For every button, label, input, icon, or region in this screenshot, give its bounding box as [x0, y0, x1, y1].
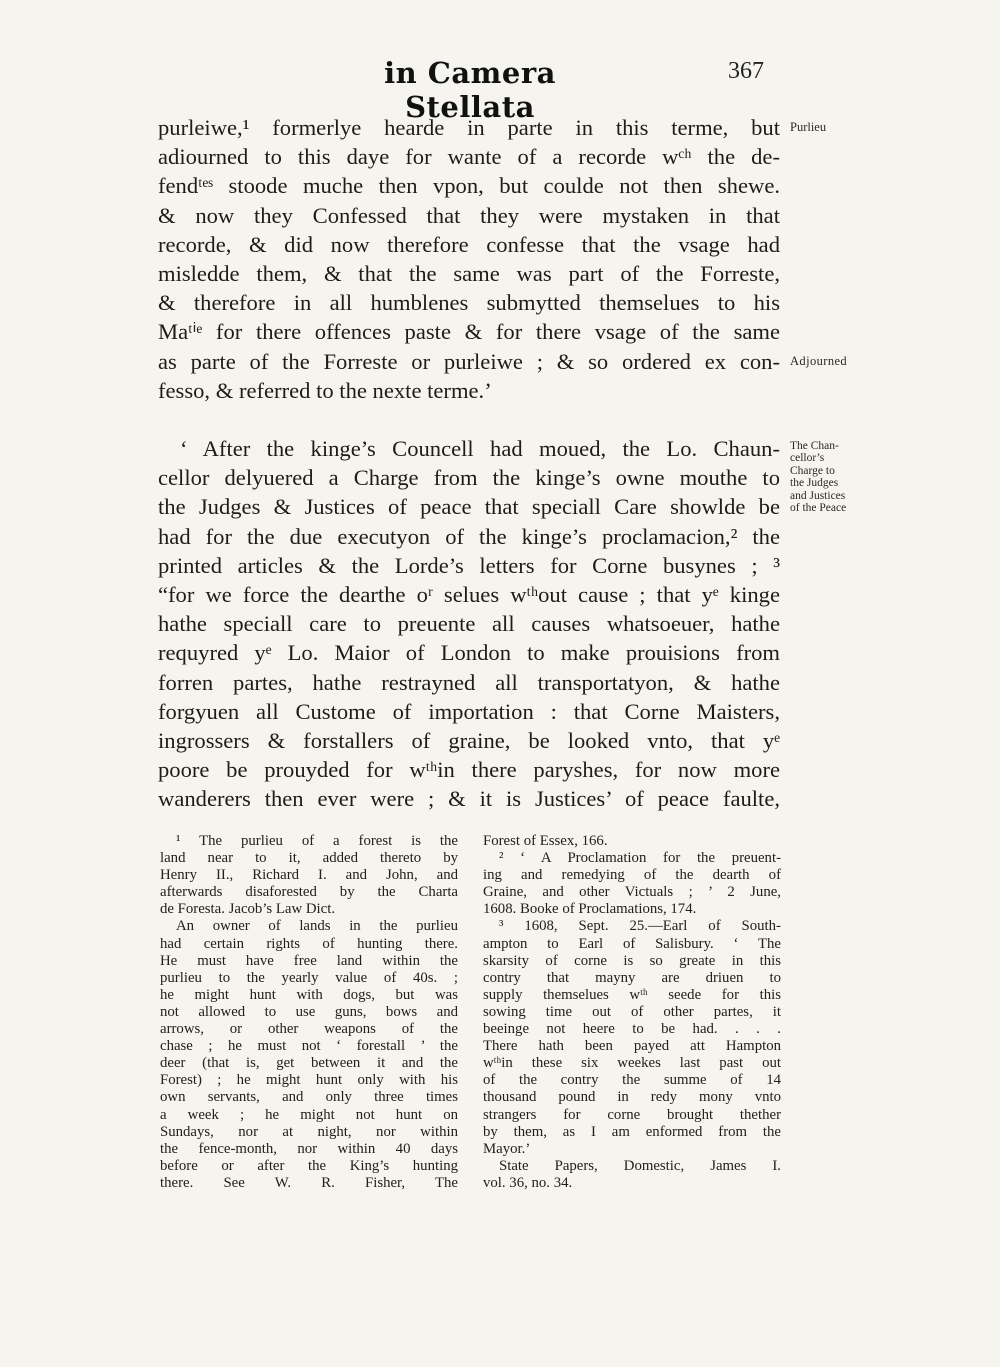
text-line: fendᵗᵉˢ stoode muche then vpon, but coulde not then shewe.	[158, 173, 780, 199]
text-line: fesso, & referred to the nexte terme.’	[158, 377, 492, 403]
footnote-line: Forest of Essex, 166.	[483, 833, 608, 849]
text-line: hathe speciall care to preuente all causes whatsoeuer, hathe	[158, 611, 780, 637]
margin-note-chancellor-charge	[790, 440, 890, 514]
footnote-line: State Papers, Domestic, James I.	[499, 1157, 781, 1174]
footnote-line: chase ; he must not ‘ forestall ’ the	[160, 1038, 458, 1055]
text-line: purleiwe,¹ formerlye hearde in parte in this terme, but	[158, 115, 780, 140]
footnote-line: a week ; he might not hunt on	[160, 1106, 458, 1123]
margin-note-line: Charge to	[790, 464, 835, 477]
paragraph-forest-case	[158, 113, 780, 405]
margin-note-line: and Justices	[790, 489, 846, 502]
margin-note-purlieu: Purlieu	[790, 120, 827, 134]
footnote-line: deer (that is, get between it and the	[160, 1055, 458, 1072]
margin-note-line: cellor’s	[790, 452, 825, 465]
footnote-line: Graine, and other Victuals ; ’ 2 June,	[483, 884, 781, 901]
footnote-line: land near to it, added thereto by	[160, 850, 458, 867]
footnote-line: ² ‘ A Proclamation for the preuent-	[499, 850, 781, 867]
footnote-line: he might hunt with dogs, but was	[160, 986, 458, 1003]
text-line: & now they Confessed that they were mystaken in that	[158, 202, 780, 228]
footnote-line: the fence-month, nor within 40 days	[160, 1140, 458, 1157]
footnote-line: strangers for corne brought thether	[483, 1106, 781, 1123]
footnote-line: beeinge not heere to be had. . . .	[483, 1021, 781, 1038]
footnote-line: there. See W. R. Fisher, The	[160, 1174, 458, 1191]
text-line: ingrossers & forstallers of graine, be looked vnto, that yᵉ	[158, 727, 780, 753]
footnotes-right-column	[483, 833, 781, 1192]
page-number: 367	[728, 58, 764, 84]
footnote-line: ampton to Earl of Salisbury. ‘ The	[483, 935, 781, 952]
footnote-line: vol. 36, no. 34.	[483, 1174, 573, 1191]
text-line: adiourned to this daye for wante of a recorde wᶜʰ the de-	[158, 144, 780, 170]
text-line: recorde, & did now therefore confesse that the vsage had	[158, 231, 780, 257]
running-head: in Camera Stellata	[384, 56, 556, 124]
text-line: “for we force the dearthe oʳ selues wᵗʰout cause ; that yᵉ kinge	[158, 581, 780, 607]
footnote-line: thousand pound in redy mony vnto	[483, 1089, 781, 1106]
footnote-line: ¹ The purlieu of a forest is the	[176, 833, 458, 849]
margin-note-line: of the Peace	[790, 502, 847, 515]
text-line: wanderers then ever were ; & it is Justices’ of peace faulte,	[158, 786, 780, 812]
text-line: Maᵗⁱᵉ for there offences paste & for there vsage of the same	[158, 319, 780, 345]
footnote-line: contry that mayny are driuen to	[483, 969, 781, 986]
text-line: requyred yᵉ Lo. Maior of London to make prouisions from	[158, 640, 780, 666]
text-line: forren partes, hathe restrayned all transportatyon, & hathe	[158, 669, 780, 695]
footnote-line: afterwards disaforested by the Charta	[160, 884, 458, 901]
footnote-line: An owner of lands in the purlieu	[176, 918, 458, 935]
text-line: cellor delyuered a Charge from the kinge’s owne mouthe to	[158, 465, 780, 491]
footnote-line: own servants, and only three times	[160, 1089, 458, 1106]
text-line: printed articles & the Lorde’s letters for Corne busynes ; ³	[158, 552, 780, 578]
text-line: ‘ After the kinge’s Councell had moued, the Lo. Chaun-	[180, 436, 780, 461]
footnotes-left-column	[160, 833, 458, 1192]
footnote-line: before or after the King’s hunting	[160, 1157, 458, 1174]
text-line: as parte of the Forreste or purleiwe ; & so ordered ex con-	[158, 348, 780, 374]
footnote-line: ing and remedying of the dearth of	[483, 867, 781, 884]
footnote-line: de Foresta. Jacob’s Law Dict.	[160, 901, 336, 918]
text-line: had for the due executyon of the kinge’s proclamacion,² the	[158, 523, 780, 549]
margin-note-line: The Chan-	[790, 440, 839, 452]
text-line: forgyuen all Custome of importation : that Corne Maisters,	[158, 698, 780, 724]
margin-note-adjourned: Adjourned	[790, 354, 848, 368]
text-line: the Judges & Justices of peace that speciall Care showlde be	[158, 494, 780, 520]
text-line: poore be prouyded for wᵗʰin there paryshes, for now more	[158, 757, 780, 783]
footnote-line: had certain rights of hunting there.	[160, 935, 458, 952]
margin-note-line: the Judges	[790, 477, 839, 490]
footnote-line: skarsity of corne is so greate in this	[483, 952, 781, 969]
footnote-line: Forest) ; he might hunt only with his	[160, 1072, 458, 1089]
footnote-line: supply themselues wᵗʰ seede for this	[483, 986, 781, 1003]
footnote-line: arrows, or other weapons of the	[160, 1021, 458, 1038]
footnote-line: Mayor.’	[483, 1140, 531, 1157]
footnote-line: sowing time out of other partes, it	[483, 1003, 781, 1020]
text-line: misledde them, & that the same was part of the Forreste,	[158, 260, 780, 286]
footnote-line: of the contry the summe of 14	[483, 1072, 781, 1089]
footnote-line: by them, as I am enformed from the	[483, 1123, 781, 1140]
footnote-line: not allowed to use guns, bows and	[160, 1003, 458, 1020]
footnote-line: ³ 1608, Sept. 25.—Earl of South-	[499, 918, 781, 935]
footnote-line: He must have free land within the	[160, 952, 458, 969]
footnote-line: Sundays, nor at night, nor within	[160, 1123, 458, 1140]
footnote-line: wᵗʰin these six weekes last past out	[483, 1055, 781, 1072]
paragraph-chancellor-charge	[158, 434, 780, 813]
footnote-line: There hath been payed att Hampton	[483, 1038, 781, 1055]
footnote-line: Henry II., Richard I. and John, and	[160, 867, 458, 884]
text-line: & therefore in all humblenes submytted themselues to his	[158, 290, 780, 316]
footnote-line: purlieu to the yearly value of 40s. ;	[160, 969, 458, 986]
footnote-line: 1608. Booke of Proclamations, 174.	[483, 901, 697, 918]
